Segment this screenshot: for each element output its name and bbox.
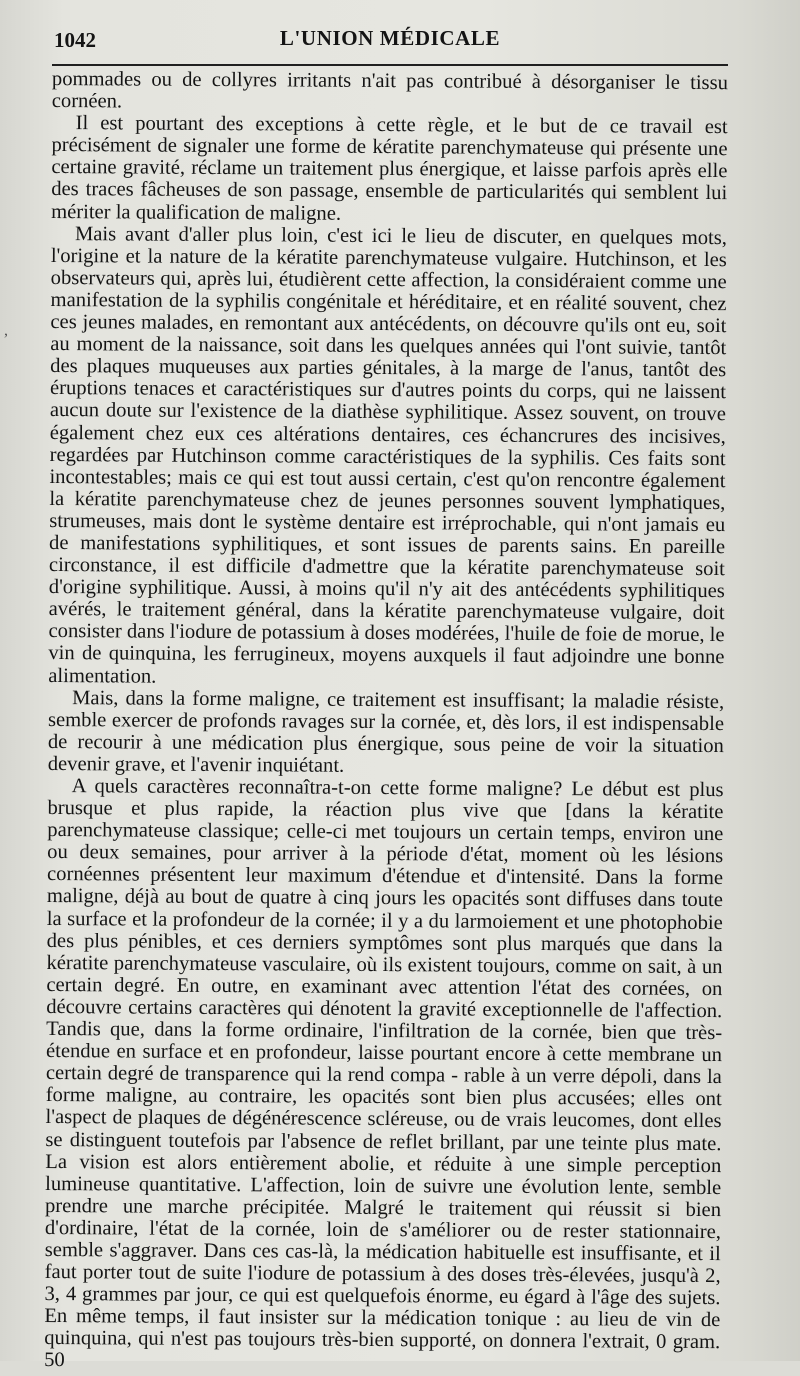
margin-mark: ,: [4, 322, 8, 339]
page-number: 1042: [54, 28, 96, 52]
running-title: L'UNION MÉDICALE: [279, 26, 501, 50]
header-rule: [52, 64, 728, 66]
paragraph-exceptions: Il est pourtant des exceptions à cette règle, et le but de ce travail est précisément de signaler une forme de kératite parenchymateuse qui présente une certaine gravité, réclame un traitement plus énergique, et laisse parfois après elle des traces fâcheuses de son passage, ensemble de particularités qui semblent lui mériter la qualification de maligne.: [51, 112, 728, 225]
article-body: [44, 68, 728, 1376]
page-header: [52, 22, 728, 58]
paragraph-continuation: pommades ou de collyres irritants n'ait pas contribué à désorganiser le tissu cornéen.: [51, 68, 728, 113]
paragraph-characteristics: A quels caractères reconnaîtra-t-on cette forme maligne? Le début est plus brusque et plus rapide, la réaction plus vive que [dans la kératite parenchymateuse classique; celle-ci met toujours un certain temps, environ une ou deux semaines, pour arriver à la période d'état, moment où les lésions cornéennes présentent leur maximum d'étendue et d'intensité. Dans la forme maligne, déjà au bout de quatre à cinq jours les opacités sont diffuses dans toute la surface et la profondeur de la cornée; il y a du larmoiement et une photophobie des plus pénibles, et ces derniers symptômes sont plus marqués que dans la kératite parenchymateuse vasculaire, où ils existent toujours, comme on sait, à un certain degré. En outre, en examinant avec attention l'état des cornées, on découvre certains caractères qui dénotent la gravité exceptionnelle de l'affection. Tandis que, dans la forme ordinaire, l'infiltration de la cornée, bien que très-étendue en surface et en profondeur, laisse pourtant encore à cette membrane un certain degré de transparence qui la rend compa - rable à un verre dépoli, dans la forme maligne, au contraire, les opacités sont bien plus accusées; elles ont l'aspect de plaques de dégénérescence scléreuse, ou de vrais leucomes, dont elles se distinguent toutefois par l'absence de reflet brillant, par une teinte plus mate. La vision est alors entièrement abolie, et réduite à une simple perception lumineuse quantitative. L'affection, loin de suivre une évolution lente, semble prendre une marche précipitée. Malgré le traitement qui réussit si bien d'ordinaire, l'état de la cornée, loin de s'améliorer ou de rester stationnaire, semble s'aggraver. Dans ces cas-là, la médication habituelle est insuffisante, et il faut porter tout de suite l'iodure de potassium à des doses très-élevées, jusqu'à 2, 3, 4 grammes par jour, ce qui est quelquefois énorme, eu égard à l'âge des sujets. En même temps, il faut insister sur la médication tonique : au lieu de vin de quinquina, qui n'est pas toujours très-bien supporté, on donnera l'extrait, 0 gram. 50: [44, 775, 724, 1372]
paragraph-malignant-form: Mais, dans la forme maligne, ce traitement est insuffisant; la maladie résiste, semble exercer de profonds ravages sur la cornée, et, dès lors, il est indispensable de recourir à une médication plus énergique, sous peine de voir la situation devenir grave, et l'avenir inquiétant.: [47, 686, 725, 777]
paragraph-origin-nature: Mais avant d'aller plus loin, c'est ici le lieu de discuter, en quelques mots, l'origine et la nature de la kératite parenchymateuse vulgaire. Hutchinson, et les observateurs qui, après lui, étudièrent cette affection, la considéraient comme une manifestation de la syphilis congénitale et héréditaire, et en réalité souvent, chez ces jeunes malades, en remontant aux antécédents, on découvre qu'ils ont eu, soit au moment de la naissance, soit dans les quelques années qui l'ont suivie, tantôt des plaques muqueuses aux parties génitales, à la marge de l'anus, tantôt des éruptions tenaces et caractéristiques sur d'autres points du corps, qui ne laissent aucun doute sur l'existence de la diathèse syphilitique. Assez souvent, on trouve également chez eux ces altérations dentaires, ces échancrures des incisives, regardées par Hutchinson comme caractéristiques de la syphilis. Ces faits sont incontestables; mais ce qui est tout aussi certain, c'est qu'on rencontre également la kératite parenchymateuse chez de jeunes personnes souvent lymphatiques, strumeuses, mais dont le système dentaire est irréprochable, qui n'ont jamais eu de manifestations syphilitiques, et sont issues de parents sains. En pareille circonstance, il est difficile d'admettre que la kératite parenchymateuse soit d'origine syphilitique. Aussi, à moins qu'il n'y ait des antécédents syphilitiques avérés, le traitement général, dans la kératite parenchymateuse vulgaire, doit consister dans l'iodure de potassium à doses modérées, l'huile de foie de morue, le vin de quinquina, les ferrugineux, moyens auxquels il faut adjoindre une bonne alimentation.: [48, 222, 728, 688]
